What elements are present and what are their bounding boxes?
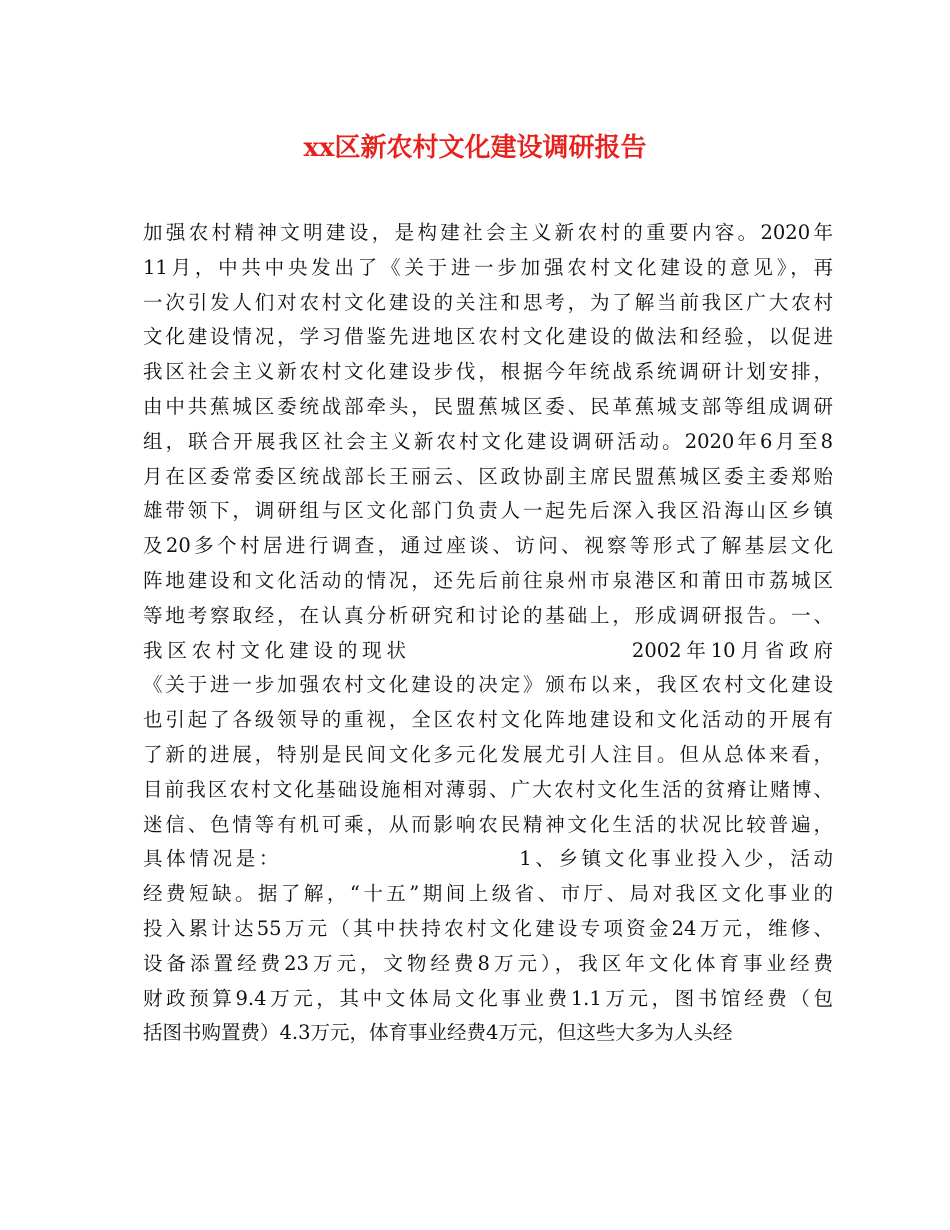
text-line: 文化建设情况，学习借鉴先进地区农村文化建设的做法和经验，以促进 xyxy=(143,325,833,349)
text-line: 11月，中共中央发出了《关于进一步加强农村文化建设的意见》，再 xyxy=(143,255,833,279)
text-line: 迷信、色情等有机可乘，从而影响农民精神文化生活的状况比较普遍， xyxy=(143,812,833,836)
text-line: 《关于进一步加强农村文化建设的决定》颁布以来，我区农村文化建设 xyxy=(143,673,833,697)
text-line: 组，联合开展我区社会主义新农村文化建设调研活动。2020年6月至8 xyxy=(143,429,833,453)
text-line: 由中共蕉城区委统战部牵头，民盟蕉城区委、民革蕉城支部等组成调研 xyxy=(143,394,833,418)
text-line: 也引起了各级领导的重视，全区农村文化阵地建设和文化活动的开展有 xyxy=(143,708,833,732)
text-line: 括图书购置费）4.3万元，体育事业经费4万元，但这些大多为人头经 xyxy=(143,1021,733,1045)
text-line: 经费短缺。据了解，“十五”期间上级省、市厅、局对我区文化事业的 xyxy=(143,882,833,906)
document-title: xx区新农村文化建设调研报告 xyxy=(303,133,647,163)
document-body xyxy=(143,216,833,1051)
text-line: 投入累计达55万元（其中扶持农村文化建设专项资金24万元，维修、 xyxy=(143,916,833,940)
text-line: 具体情况是： 1、乡镇文化事业投入少，活动 xyxy=(143,847,833,871)
text-line: 财政预算9.4万元，其中文体局文化事业费1.1万元，图书馆经费（包 xyxy=(143,986,833,1010)
text-line: 及20多个村居进行调查，通过座谈、访问、视察等形式了解基层文化 xyxy=(143,534,833,558)
text-line: 等地考察取经，在认真分析研究和讨论的基础上，形成调研报告。一、 xyxy=(143,603,833,627)
text-line: 阵地建设和文化活动的情况，还先后前往泉州市泉港区和莆田市荔城区 xyxy=(143,568,833,592)
text-line: 一次引发人们对农村文化建设的关注和思考，为了解当前我区广大农村 xyxy=(143,290,833,314)
text-line: 加强农村精神文明建设，是构建社会主义新农村的重要内容。2020年 xyxy=(143,221,833,244)
text-line: 我区社会主义新农村文化建设步伐，根据今年统战系统调研计划安排， xyxy=(143,360,833,384)
text-line: 我区农村文化建设的现状 2002年10月省政府 xyxy=(143,638,833,662)
text-line: 雄带领下，调研组与区文化部门负责人一起先后深入我区沿海山区乡镇 xyxy=(143,499,833,523)
text-line: 目前我区农村文化基础设施相对薄弱、广大农村文化生活的贫瘠让赌博、 xyxy=(143,777,833,801)
text-line: 设备添置经费23万元，文物经费8万元），我区年文化体育事业经费 xyxy=(143,951,833,975)
text-line: 了新的进展，特别是民间文化多元化发展尤引人注目。但从总体来看， xyxy=(143,742,833,766)
text-line: 月在区委常委区统战部长王丽云、区政协副主席民盟蕉城区委主委郑贻 xyxy=(143,464,833,488)
